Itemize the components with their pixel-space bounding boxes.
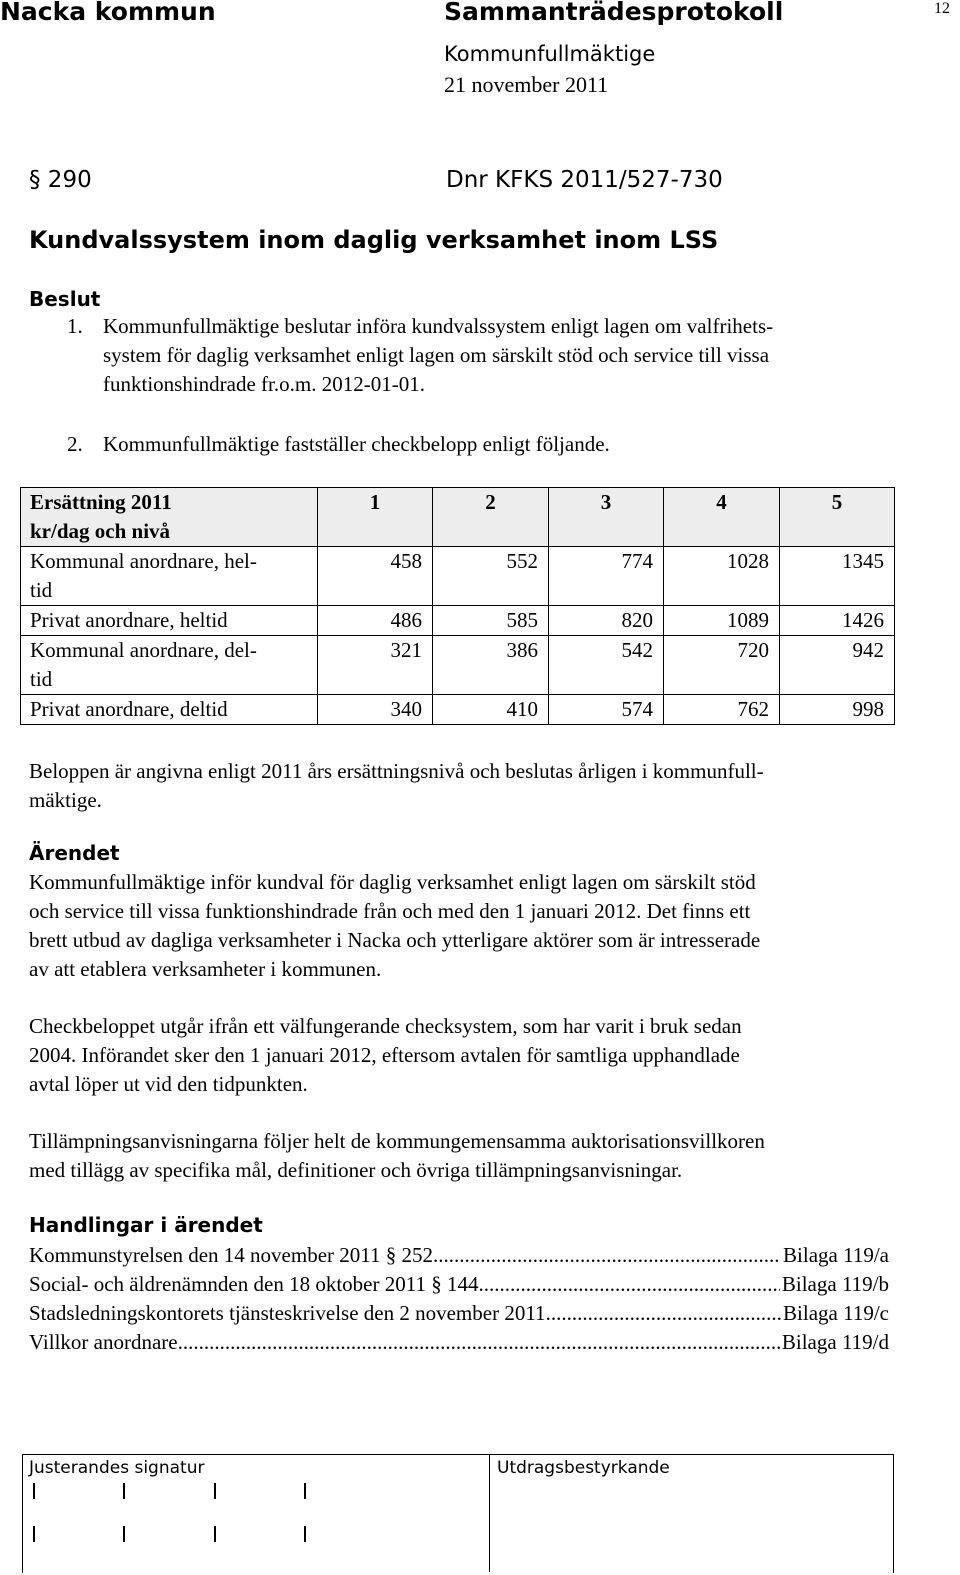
signature-field-mark[interactable] xyxy=(123,1526,125,1542)
document-list-item xyxy=(29,1241,889,1270)
row-label xyxy=(21,636,318,695)
table-cell: 321 xyxy=(318,636,433,695)
extract-label: Utdragsbestyrkande xyxy=(497,1458,670,1478)
paragraph-line: med tillägg av specifika mål, definitioner och övriga tillämpningsanvisningar. xyxy=(29,1158,683,1182)
table-cell: 552 xyxy=(433,547,549,606)
level-header: 4 xyxy=(664,488,780,547)
row-label-line: Kommunal anordnare, hel- xyxy=(30,549,257,573)
table-cell: 386 xyxy=(433,636,549,695)
leader-dots xyxy=(478,1270,779,1299)
paragraph-number: § 290 xyxy=(29,167,92,193)
level-header: 2 xyxy=(433,488,549,547)
paragraph-line: Tillämpningsanvisningarna följer helt de kommungemensamma auktorisationsvillkoren xyxy=(29,1129,765,1153)
paragraph-line: avtal löper ut vid den tidpunkten. xyxy=(29,1072,308,1096)
row-label-line: Privat anordnare, heltid xyxy=(30,608,228,632)
table-cell: 774 xyxy=(549,547,664,606)
arendet-heading: Ärendet xyxy=(29,841,120,865)
row-label-line: Kommunal anordnare, del- xyxy=(30,638,257,662)
paragraph-line: Checkbeloppet utgår ifrån ett välfungerande checksystem, som har varit i bruk sedan xyxy=(29,1014,742,1038)
leader-dots xyxy=(178,1328,780,1357)
decision-2-text xyxy=(103,430,610,459)
document-name: Stadsledningskontorets tjänsteskrivelse den 2 november 2011 xyxy=(29,1301,546,1325)
meeting-date: 21 november 2011 xyxy=(444,72,609,97)
header-label-line: Ersättning 2011 xyxy=(30,490,172,514)
signature-field-mark[interactable] xyxy=(33,1483,35,1499)
decision-1-text xyxy=(103,312,773,399)
paragraph-line: 2004. Införandet sker den 1 januari 2012, eftersom avtalen för samtliga upphandlade xyxy=(29,1043,740,1067)
table-header-label xyxy=(21,488,318,547)
note-line: Beloppen är angivna enligt 2011 års ersättningsnivå och beslutas årligen i kommunfull- xyxy=(29,759,764,783)
note-line: mäktige. xyxy=(29,788,102,812)
attachment-ref: Bilaga 119/b xyxy=(781,1272,889,1296)
row-label xyxy=(21,547,318,606)
decision-1-line: funktionshindrade fr.o.m. 2012-01-01. xyxy=(103,372,425,396)
table-cell: 458 xyxy=(318,547,433,606)
table-cell: 720 xyxy=(664,636,780,695)
attachment-ref: Bilaga 119/d xyxy=(781,1330,889,1354)
beslut-heading: Beslut xyxy=(29,287,101,311)
table-row xyxy=(21,547,895,606)
row-label xyxy=(21,606,318,636)
table-cell: 340 xyxy=(318,695,433,725)
document-type: Sammanträdesprotokoll xyxy=(444,0,784,26)
leader-dots xyxy=(433,1241,781,1270)
document-name: Social- och äldrenämnden den 18 oktober 2011 § 144 xyxy=(29,1272,479,1296)
paragraph-line: Kommunfullmäktige inför kundval för daglig verksamhet enligt lagen om särskilt stöd xyxy=(29,870,756,894)
paragraph-line: av att etablera verksamheter i kommunen. xyxy=(29,957,382,981)
level-header: 3 xyxy=(549,488,664,547)
row-label xyxy=(21,695,318,725)
table-cell: 1345 xyxy=(780,547,895,606)
signature-field-mark[interactable] xyxy=(33,1526,35,1542)
paragraph-line: och service till vissa funktionshindrade från och med den 1 januari 2012. Det finns ett xyxy=(29,899,751,923)
row-label-line: tid xyxy=(30,667,53,691)
table-cell: 585 xyxy=(433,606,549,636)
table-cell: 486 xyxy=(318,606,433,636)
leader-dots xyxy=(546,1299,781,1328)
arendet-paragraph xyxy=(29,1012,742,1099)
organization-name: Nacka kommun xyxy=(0,0,216,26)
table-cell: 998 xyxy=(780,695,895,725)
signature-field-mark[interactable] xyxy=(214,1526,216,1542)
decision-1-line: system för daglig verksamhet enligt lagen om särskilt stöd och service till vissa xyxy=(103,343,770,367)
arendet-paragraph xyxy=(29,868,760,984)
table-row xyxy=(21,606,895,636)
table-header-row xyxy=(21,488,895,547)
document-name: Kommunstyrelsen den 14 november 2011 § 252 xyxy=(29,1243,433,1267)
table-cell: 542 xyxy=(549,636,664,695)
attachment-ref: Bilaga 119/a xyxy=(783,1243,889,1267)
table-cell: 762 xyxy=(664,695,780,725)
header-label-line: kr/dag och nivå xyxy=(30,519,171,543)
arendet-paragraph xyxy=(29,1127,765,1185)
registration-number: Dnr KFKS 2011/527-730 xyxy=(446,167,723,193)
rate-table xyxy=(20,487,895,725)
attachment-ref: Bilaga 119/c xyxy=(783,1301,889,1325)
item-title: Kundvalssystem inom daglig verksamhet inom LSS xyxy=(29,226,719,254)
table-cell: 820 xyxy=(549,606,664,636)
decision-2-number: 2. xyxy=(67,432,83,456)
signature-field-mark[interactable] xyxy=(214,1483,216,1499)
table-row xyxy=(21,636,895,695)
document-list-item xyxy=(29,1270,889,1299)
row-label-line: Privat anordnare, deltid xyxy=(30,697,228,721)
signature-label: Justerandes signatur xyxy=(29,1458,205,1478)
table-cell: 1028 xyxy=(664,547,780,606)
handlingar-heading: Handlingar i ärendet xyxy=(29,1213,263,1237)
table-cell: 942 xyxy=(780,636,895,695)
page-number: 12 xyxy=(934,0,950,17)
paragraph-line: brett utbud av dagliga verksamheter i Nacka och ytterligare aktörer som är intresserade xyxy=(29,928,761,952)
document-list-item xyxy=(29,1328,889,1357)
decision-1-line: Kommunfullmäktige beslutar införa kundvalssystem enligt lagen om valfrihets- xyxy=(103,314,774,338)
table-cell: 574 xyxy=(549,695,664,725)
level-header: 5 xyxy=(780,488,895,547)
table-cell: 410 xyxy=(433,695,549,725)
meeting-body: Kommunfullmäktige xyxy=(444,42,656,66)
signature-field-mark[interactable] xyxy=(304,1526,306,1542)
table-cell: 1089 xyxy=(664,606,780,636)
level-header: 1 xyxy=(318,488,433,547)
decision-2-line: Kommunfullmäktige fastställer checkbelopp enligt följande. xyxy=(103,432,610,456)
decision-1-number: 1. xyxy=(67,314,83,338)
amount-note xyxy=(29,757,889,815)
signature-field-mark[interactable] xyxy=(304,1483,306,1499)
table-row xyxy=(21,695,895,725)
row-label-line: tid xyxy=(30,578,53,602)
signature-field-mark[interactable] xyxy=(123,1483,125,1499)
signature-box-divider xyxy=(489,1454,490,1572)
table-cell: 1426 xyxy=(780,606,895,636)
document-name: Villkor anordnare xyxy=(29,1330,178,1354)
document-list-item xyxy=(29,1299,889,1328)
